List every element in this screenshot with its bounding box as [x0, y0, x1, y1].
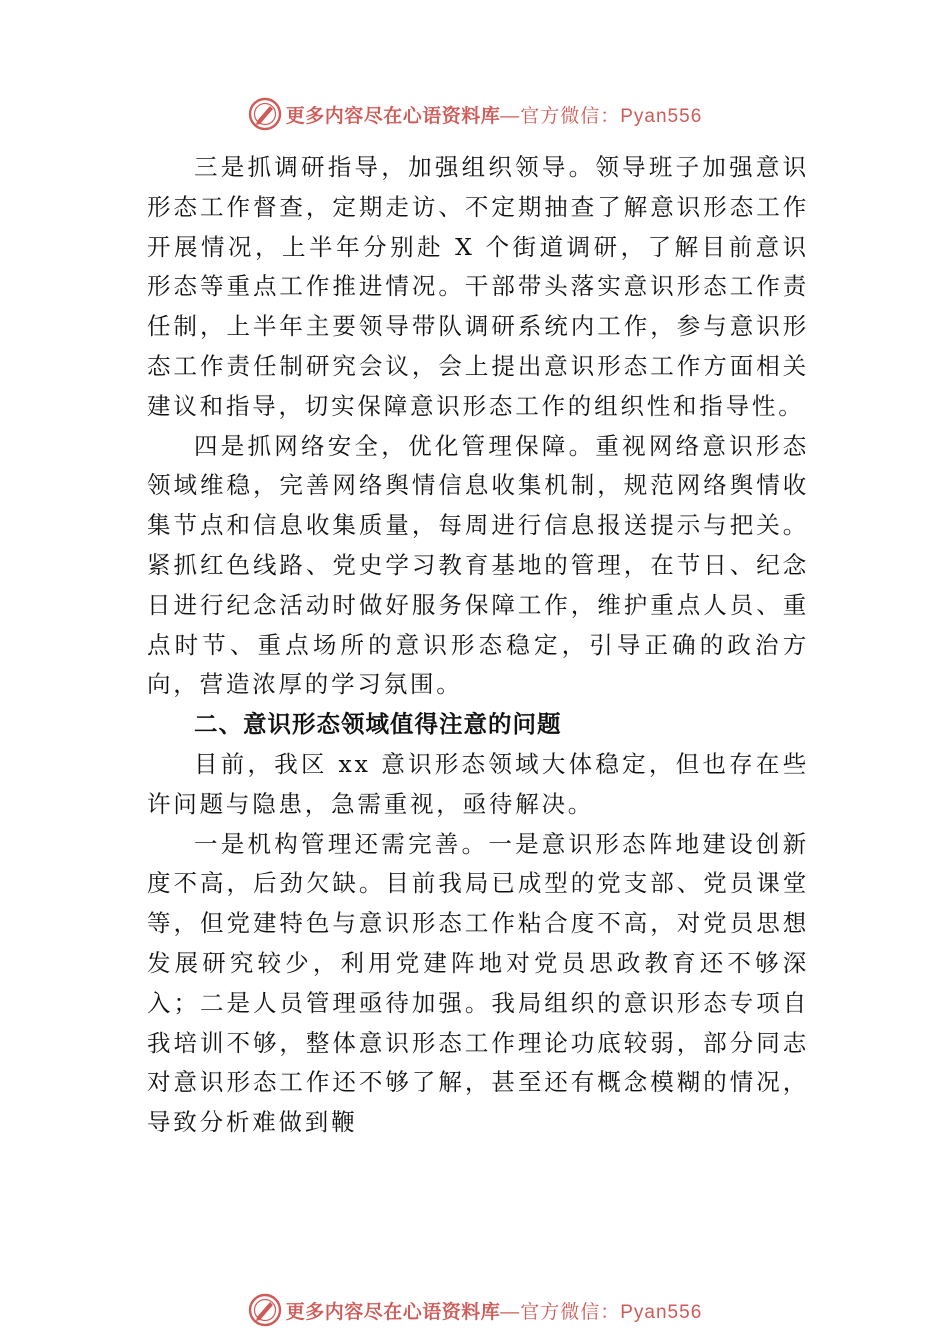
document-body [147, 148, 809, 1143]
brand-logo-icon [248, 97, 282, 131]
brand-logo-icon [248, 1293, 282, 1327]
footer-brand-text: 更多内容尽在心语资料库 [285, 1300, 501, 1323]
paragraph-overview: 目前，我区 xx 意识形态领域大体稳定，但也存在些许问题与隐患，急需重视，亟待解决。 [147, 749, 809, 818]
header-contact-text: —官方微信：Pyan556 [500, 105, 703, 127]
paragraph-institution-management: 一是机构管理还需完善。一是意识形态阵地建设创新度不高，后劲欠缺。目前我局已成型的党支部、党员课堂等，但党建特色与意识形态工作粘合度不高，对党员思想发展研究较少，利用党建阵地对党员思政教育还不够深入；二是人员管理亟待加强。我局组织的意识形态专项自我培训不够，整体意识形态工作理论功底较弱，部分同志对意识形态工作还不够了解，甚至还有概念模糊的情况，导致分析难做到鞭 [147, 829, 809, 1137]
footer-banner [0, 1290, 950, 1330]
section-heading-issues: 二、意识形态领域值得注意的问题 [194, 710, 562, 739]
paragraph-research-guidance: 三是抓调研指导，加强组织领导。领导班子加强意识形态工作督查，定期走访、不定期抽查了解意识形态工作开展情况，上半年分别赴 X 个街道调研，了解目前意识形态等重点工作推进情况。干部带头落实意识形态工作责任制，上半年主要领导带队调研系统内工作，参与意识形态工作责任制研究会议，会上提出意识形态工作方面相关建议和指导，切实保障意识形态工作的组织性和指导性。 [147, 153, 809, 420]
footer-contact-text: —官方微信：Pyan556 [500, 1301, 703, 1323]
header-brand-text: 更多内容尽在心语资料库 [285, 104, 501, 127]
header-banner [0, 94, 950, 134]
paragraph-network-security: 四是抓网络安全，优化管理保障。重视网络意识形态领域维稳，完善网络舆情信息收集机制，规范网络舆情收集节点和信息收集质量，每周进行信息报送提示与把关。紧抓红色线路、党史学习教育基地的管理，在节日、纪念日进行纪念活动时做好服务保障工作，维护重点人员、重点时节、重点场所的意识形态稳定，引导正确的政治方向，营造浓厚的学习氛围。 [147, 431, 809, 699]
